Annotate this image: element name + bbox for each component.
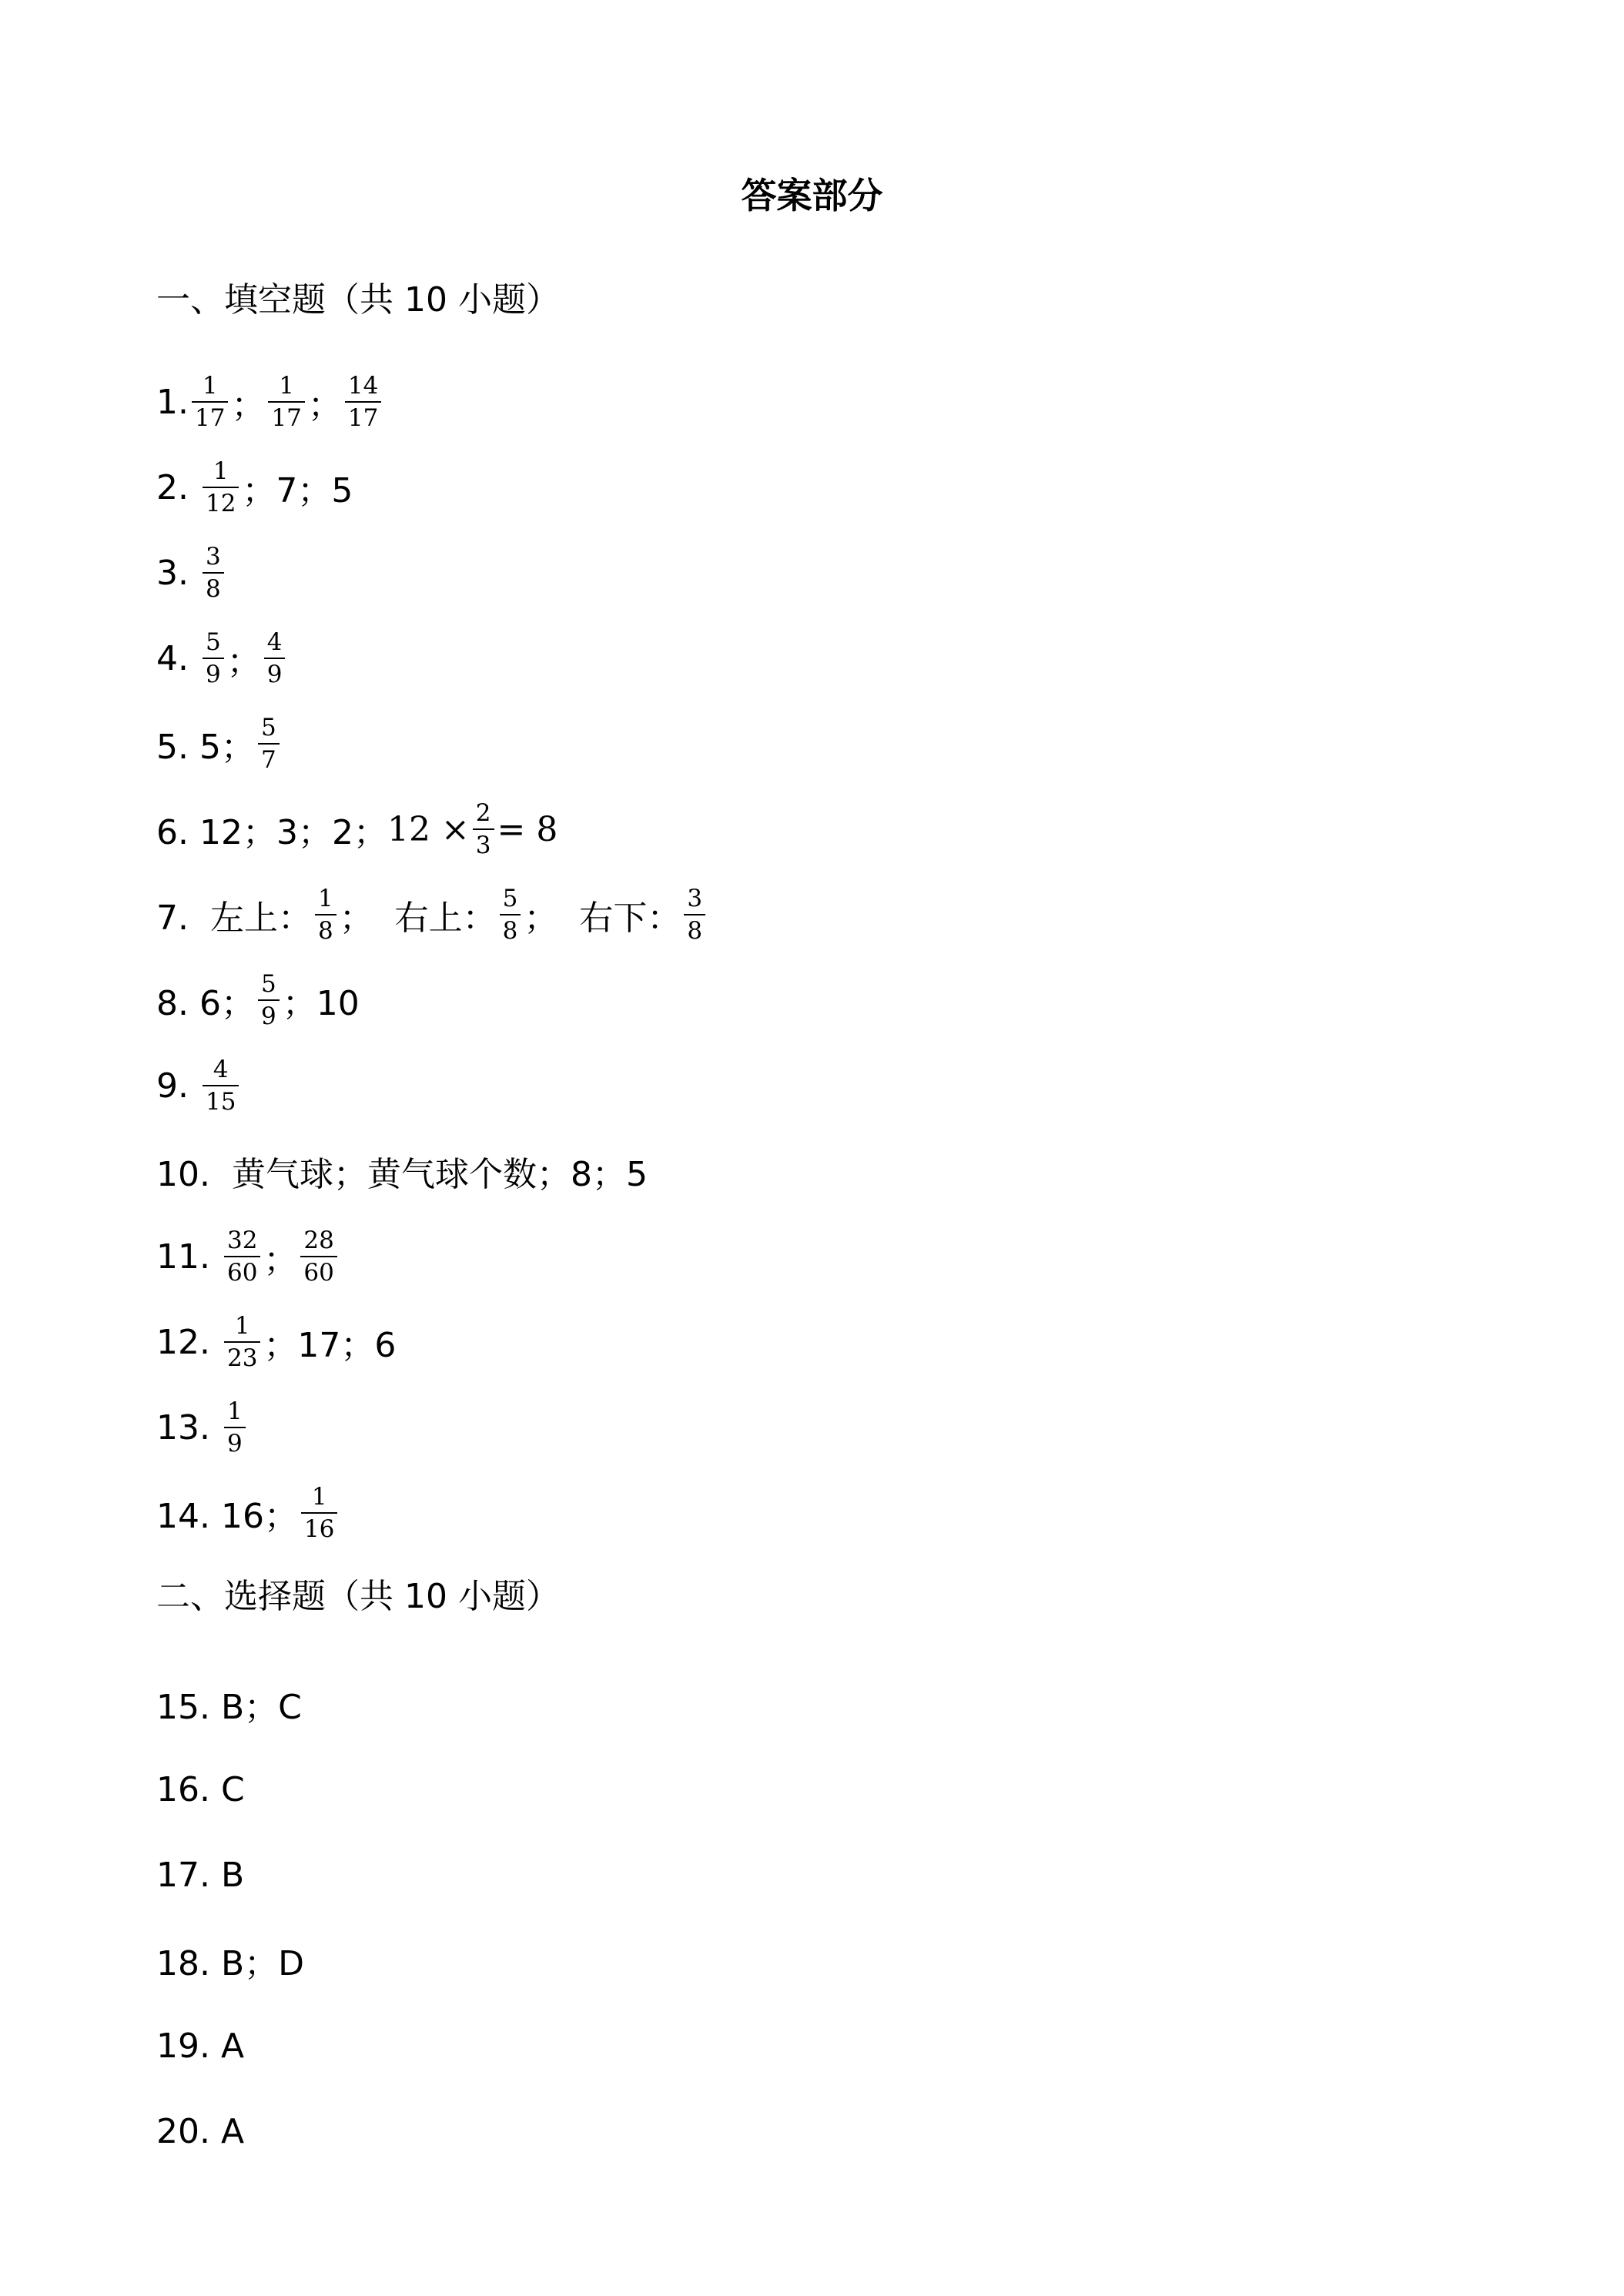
fraction-denominator: 60 [224, 1256, 260, 1286]
fraction-denominator: 17 [268, 401, 304, 431]
fraction-denominator: 12 [203, 487, 239, 517]
answer-text: 2. [156, 467, 199, 507]
answer-line [156, 534, 227, 611]
fraction-denominator: 8 [684, 914, 705, 944]
fraction [300, 1227, 337, 1286]
answer-text: ； [226, 642, 261, 681]
fraction [224, 1313, 260, 1371]
answer-line [156, 791, 558, 868]
answer-text: 8. 6； [156, 984, 255, 1023]
fraction-denominator: 16 [301, 1512, 337, 1542]
fraction-denominator: 3 [473, 828, 494, 858]
answer-text: 14. 16； [156, 1497, 298, 1536]
fraction-denominator: 9 [264, 658, 286, 688]
answer-text: 10. 黄气球；黄气球个数；8；5 [156, 1155, 648, 1194]
fraction-numerator: 3 [205, 543, 221, 571]
choice-answer-line [156, 2093, 244, 2170]
fraction [203, 1056, 239, 1115]
answer-text: 18. B；D [156, 1944, 305, 1983]
fraction [268, 373, 304, 431]
fraction [345, 373, 381, 431]
answer-text: 19. A [156, 2026, 245, 2066]
fraction [224, 1398, 246, 1457]
fraction-numerator: 5 [502, 885, 518, 912]
answer-text: ；7；5 [242, 471, 353, 510]
answer-text: 12. [156, 1322, 221, 1362]
fraction-denominator: 60 [300, 1256, 337, 1286]
fraction-numerator: 1 [202, 372, 218, 400]
section-multiple-choice-heading: 二、选择题（共 10 小题） [156, 1577, 560, 1616]
fraction-numerator: 1 [226, 1397, 243, 1425]
fraction-numerator: 28 [303, 1227, 334, 1254]
answer-text: 5. 5； [156, 728, 255, 767]
answer-text: 3. [156, 553, 199, 593]
choice-answer-line [156, 1665, 302, 1742]
fraction-numerator: 4 [213, 1056, 229, 1083]
answer-text: ； [307, 386, 342, 425]
answer-line [156, 620, 288, 697]
answer-text: ； 右下： [524, 899, 681, 938]
fraction-numerator: 1 [317, 885, 333, 912]
answer-text: ；17；6 [263, 1326, 397, 1365]
fraction [192, 373, 228, 431]
fraction-numerator: 2 [475, 799, 491, 827]
fraction [203, 458, 239, 517]
answer-line [156, 1218, 340, 1295]
answer-text: ； 右上： [339, 899, 497, 938]
fraction [258, 715, 280, 773]
fraction-denominator: 23 [224, 1341, 260, 1371]
fraction-numerator: 5 [260, 714, 276, 741]
fraction-denominator: 8 [203, 572, 224, 602]
answer-line [156, 1047, 242, 1124]
fraction-denominator: 8 [500, 914, 521, 944]
fraction [473, 800, 494, 858]
answer-line [156, 1474, 340, 1551]
answer-line [156, 363, 384, 440]
fraction-numerator: 14 [347, 372, 379, 400]
section-fill-in-blank-heading: 一、填空题（共 10 小题） [156, 280, 560, 320]
fraction [301, 1484, 337, 1542]
answer-text: ；10 [282, 984, 360, 1023]
answer-text: 20. A [156, 2111, 245, 2151]
fraction-numerator: 1 [311, 1483, 327, 1511]
fraction-denominator: 7 [258, 743, 280, 773]
fraction-numerator: 4 [266, 628, 283, 656]
choice-answer-line [156, 2007, 244, 2084]
answer-text: ； [263, 1240, 298, 1280]
fraction [315, 885, 337, 944]
answer-text: 16. C [156, 1769, 245, 1809]
fraction-numerator: 3 [687, 885, 703, 912]
answer-text: 15. B；C [156, 1688, 302, 1727]
answer-line [156, 449, 353, 526]
answer-text: ； [231, 386, 266, 425]
answer-line [156, 1133, 648, 1210]
answer-text: 11. [156, 1237, 221, 1277]
answer-line [156, 876, 708, 953]
fraction-denominator: 9 [224, 1427, 246, 1457]
fraction [203, 544, 224, 602]
fraction [258, 971, 280, 1029]
fraction-numerator: 1 [213, 457, 229, 485]
fraction-numerator: 5 [205, 628, 221, 656]
answer-text: 6. 12；3；2； [156, 813, 387, 852]
fraction-denominator: 8 [315, 914, 337, 944]
answer-line [156, 705, 283, 782]
answer-text: 1. [156, 382, 189, 422]
fraction [500, 885, 521, 944]
answer-text: 17. B [156, 1855, 245, 1895]
answer-line [156, 962, 360, 1039]
answer-line [156, 1304, 396, 1381]
answer-text: 7. 左上： [156, 899, 312, 938]
choice-answer-line [156, 1751, 245, 1828]
answer-text: 4. [156, 638, 199, 678]
fraction [224, 1227, 260, 1286]
fraction [684, 885, 705, 944]
math-expression: = 8 [497, 809, 558, 849]
fraction-denominator: 9 [258, 999, 280, 1029]
fraction [203, 629, 224, 688]
fraction [264, 629, 286, 688]
choice-answer-line [156, 1836, 244, 1913]
choice-answer-line [156, 1922, 304, 1999]
fraction-denominator: 17 [192, 401, 228, 431]
math-expression: 12 × [387, 809, 470, 849]
answer-text: 13. [156, 1407, 221, 1448]
page-title: 答案部分 [741, 175, 883, 216]
fraction-denominator: 9 [203, 658, 224, 688]
fraction-numerator: 1 [234, 1312, 250, 1340]
answer-text: 9. [156, 1066, 199, 1106]
answer-line [156, 1389, 249, 1466]
fraction-numerator: 5 [260, 970, 276, 998]
fraction-numerator: 32 [226, 1227, 258, 1254]
fraction-denominator: 17 [345, 401, 381, 431]
fraction-numerator: 1 [279, 372, 295, 400]
fraction-denominator: 15 [203, 1085, 239, 1115]
